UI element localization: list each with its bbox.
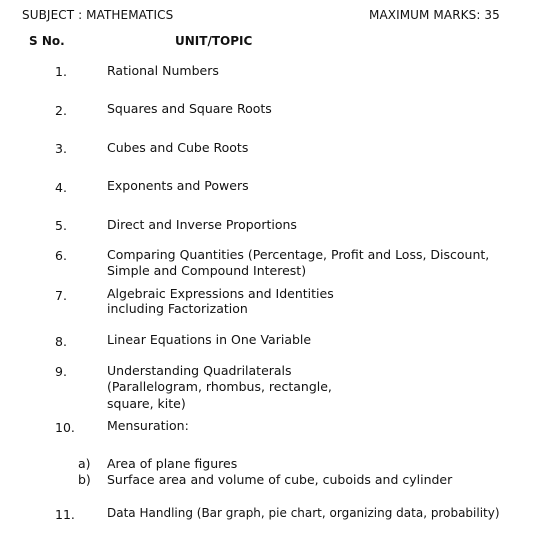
topic-line: Simple and Compound Interest) [107,263,307,278]
row-number: 11. [55,507,75,522]
column-header-sno: S No. [29,34,65,48]
sub-item-marker: a) [78,456,91,471]
topic-line: including Factorization [107,301,248,316]
topic-line: Understanding Quadrilaterals [107,363,292,378]
topic-line: (Parallelogram, rhombus, rectangle, [107,379,332,394]
topic-line: Exponents and Powers [107,178,249,193]
row-number: 8. [55,334,67,349]
topic-line: Direct and Inverse Proportions [107,217,297,232]
row-number: 6. [55,248,67,263]
row-number: 10. [55,420,75,435]
topic-line: Squares and Square Roots [107,101,272,116]
row-number: 4. [55,180,67,195]
topic-line: Linear Equations in One Variable [107,332,312,347]
subject-heading: SUBJECT : MATHEMATICS [22,8,174,22]
row-number: 5. [55,218,67,233]
row-number: 1. [55,64,67,79]
sub-item-marker: b) [78,472,91,487]
topic-line: Mensuration: [107,418,189,433]
topic-line: square, kite) [107,396,186,411]
topic-line: Data Handling (Bar graph, pie chart, organizing data, probability) [107,506,500,520]
topic-line: Rational Numbers [107,63,219,78]
column-header-topic: UNIT/TOPIC [175,34,253,48]
sub-item-text: Area of plane figures [107,456,238,471]
row-number: 2. [55,103,67,118]
row-number: 9. [55,364,67,379]
topic-line: Comparing Quantities (Percentage, Profit and Loss, Discount, [107,247,490,262]
topic-line: Algebraic Expressions and Identities [107,286,334,301]
row-number: 3. [55,141,67,156]
sub-item-text: Surface area and volume of cube, cuboids and cylinder [107,472,453,487]
maximum-marks: MAXIMUM MARKS: 35 [369,8,500,22]
topic-line: Cubes and Cube Roots [107,140,249,155]
row-number: 7. [55,288,67,303]
